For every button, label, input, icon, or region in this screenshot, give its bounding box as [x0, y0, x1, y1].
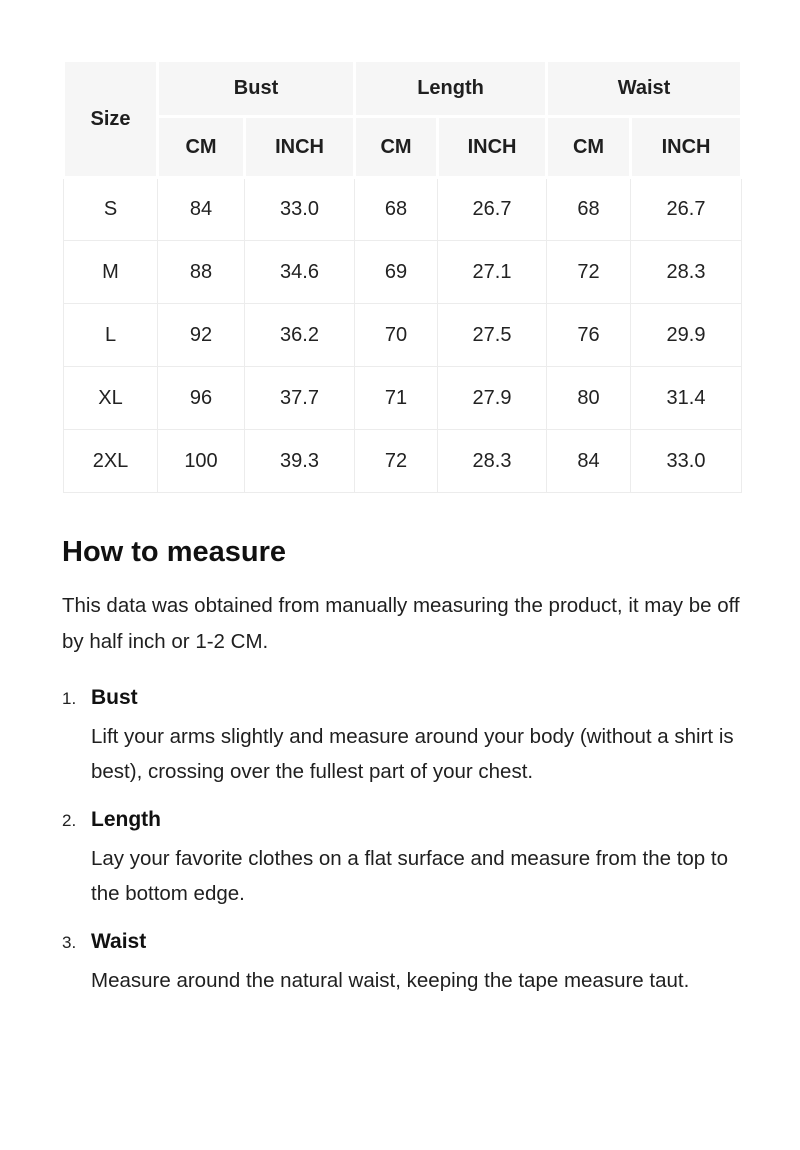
table-row-size-2xl	[64, 430, 742, 493]
unit-header-bust-cm: CM	[158, 117, 245, 178]
size-cell: 2XL	[64, 430, 158, 493]
table-header-group-row	[64, 61, 742, 117]
table-row-size-xl	[64, 367, 742, 430]
length-cm-cell: 71	[355, 367, 438, 430]
table-row-size-s	[64, 178, 742, 241]
waist-cm-cell: 80	[547, 367, 631, 430]
length-inch-cell: 26.7	[438, 178, 547, 241]
bust-cm-cell: 100	[158, 430, 245, 493]
unit-header-length-cm: CM	[355, 117, 438, 178]
bust-inch-cell: 37.7	[245, 367, 355, 430]
length-cm-cell: 68	[355, 178, 438, 241]
waist-inch-cell: 26.7	[631, 178, 742, 241]
length-inch-cell: 27.1	[438, 241, 547, 304]
bust-cm-cell: 84	[158, 178, 245, 241]
step-number: 2.	[62, 811, 77, 830]
length-cm-cell: 69	[355, 241, 438, 304]
step-description: Measure around the natural waist, keeping the tape measure taut.	[91, 969, 690, 992]
bust-cm-cell: 92	[158, 304, 245, 367]
measure-disclaimer: This data was obtained from manually measuring the product, it may be off by half inch or 1-2 CM.	[62, 594, 740, 653]
measure-step-waist	[62, 930, 742, 998]
step-description: Lift your arms slightly and measure around your body (without a shirt is best), crossing over the fullest part of your chest.	[91, 725, 734, 783]
column-header-bust: Bust	[158, 61, 355, 117]
bust-inch-cell: 34.6	[245, 241, 355, 304]
bust-inch-cell: 36.2	[245, 304, 355, 367]
table-row-size-l	[64, 304, 742, 367]
step-description: Lay your favorite clothes on a flat surface and measure from the top to the bottom edge.	[91, 847, 728, 905]
unit-header-bust-inch: INCH	[245, 117, 355, 178]
length-cm-cell: 70	[355, 304, 438, 367]
length-inch-cell: 27.5	[438, 304, 547, 367]
bust-cm-cell: 88	[158, 241, 245, 304]
step-heading	[62, 686, 742, 710]
waist-inch-cell: 33.0	[631, 430, 742, 493]
measure-step-length	[62, 808, 742, 911]
step-heading	[62, 930, 742, 954]
size-cell: S	[64, 178, 158, 241]
size-chart-table	[62, 59, 743, 493]
column-header-length: Length	[355, 61, 547, 117]
bust-inch-cell: 33.0	[245, 178, 355, 241]
column-header-waist: Waist	[547, 61, 742, 117]
length-cm-cell: 72	[355, 430, 438, 493]
size-cell: M	[64, 241, 158, 304]
step-number: 1.	[62, 689, 77, 708]
measure-steps-list	[62, 686, 742, 998]
waist-inch-cell: 31.4	[631, 367, 742, 430]
step-heading	[62, 808, 742, 832]
size-cell: XL	[64, 367, 158, 430]
length-inch-cell: 28.3	[438, 430, 547, 493]
section-title: How to measure	[62, 536, 286, 568]
step-number: 3.	[62, 933, 77, 952]
how-to-measure-section	[62, 536, 742, 998]
table-row-size-m	[64, 241, 742, 304]
bust-inch-cell: 39.3	[245, 430, 355, 493]
waist-cm-cell: 76	[547, 304, 631, 367]
table-header-unit-row	[64, 117, 742, 178]
length-inch-cell: 27.9	[438, 367, 547, 430]
waist-cm-cell: 84	[547, 430, 631, 493]
step-term: Waist	[91, 930, 147, 953]
unit-header-waist-cm: CM	[547, 117, 631, 178]
unit-header-length-inch: INCH	[438, 117, 547, 178]
step-term: Bust	[91, 686, 138, 709]
waist-cm-cell: 72	[547, 241, 631, 304]
measure-step-bust	[62, 686, 742, 789]
size-cell: L	[64, 304, 158, 367]
waist-cm-cell: 68	[547, 178, 631, 241]
step-term: Length	[91, 808, 161, 831]
unit-header-waist-inch: INCH	[631, 117, 742, 178]
waist-inch-cell: 29.9	[631, 304, 742, 367]
column-header-size: Size	[64, 61, 158, 178]
waist-inch-cell: 28.3	[631, 241, 742, 304]
bust-cm-cell: 96	[158, 367, 245, 430]
